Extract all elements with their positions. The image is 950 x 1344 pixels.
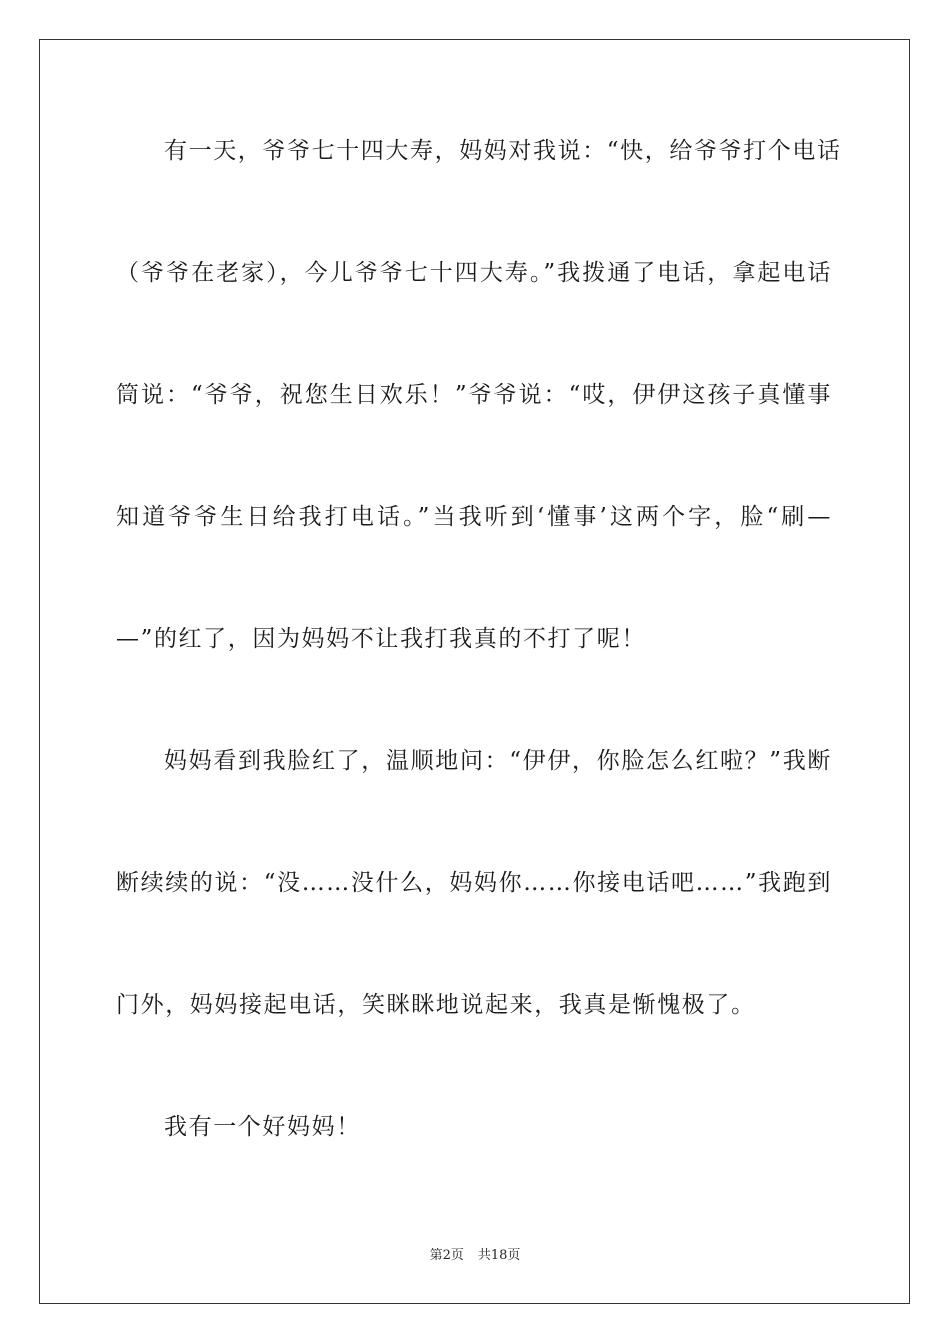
paragraph-1-line-3: 筒说：“爷爷，祝您生日欢乐！”爷爷说：“哎，伊伊这孩子真懂事 [116, 382, 832, 408]
paragraph-1-line-1: 有一天，爷爷七十四大寿，妈妈对我说：“快，给爷爷打个电话 [164, 138, 842, 164]
paragraph-1-line-5: —”的红了，因为妈妈不让我打我真的不打了呢！ [116, 626, 646, 652]
paragraph-1-line-4: 知道爷爷生日给我打电话。”当我听到‘懂事’这两个字，脸“刷— [116, 504, 832, 530]
page-number: 第2页 [429, 1248, 464, 1263]
paragraph-2-line-3: 门外，妈妈接起电话，笑眯眯地说起来，我真是惭愧极了。 [116, 992, 756, 1018]
paragraph-3-line-1: 我有一个好妈妈！ [164, 1114, 361, 1140]
paragraph-2-line-1: 妈妈看到我脸红了，温顺地问：“伊伊，你脸怎么红啦？”我断 [164, 748, 832, 774]
paragraph-1-line-2: （爷爷在老家），今儿爷爷七十四大寿。”我拨通了电话，拿起电话 [116, 260, 832, 286]
page-footer [0, 1248, 950, 1264]
paragraph-2-line-2: 断续续的说：“没……没什么，妈妈你……你接电话吧……”我跑到 [116, 870, 832, 896]
page-total: 共18页 [477, 1248, 521, 1263]
